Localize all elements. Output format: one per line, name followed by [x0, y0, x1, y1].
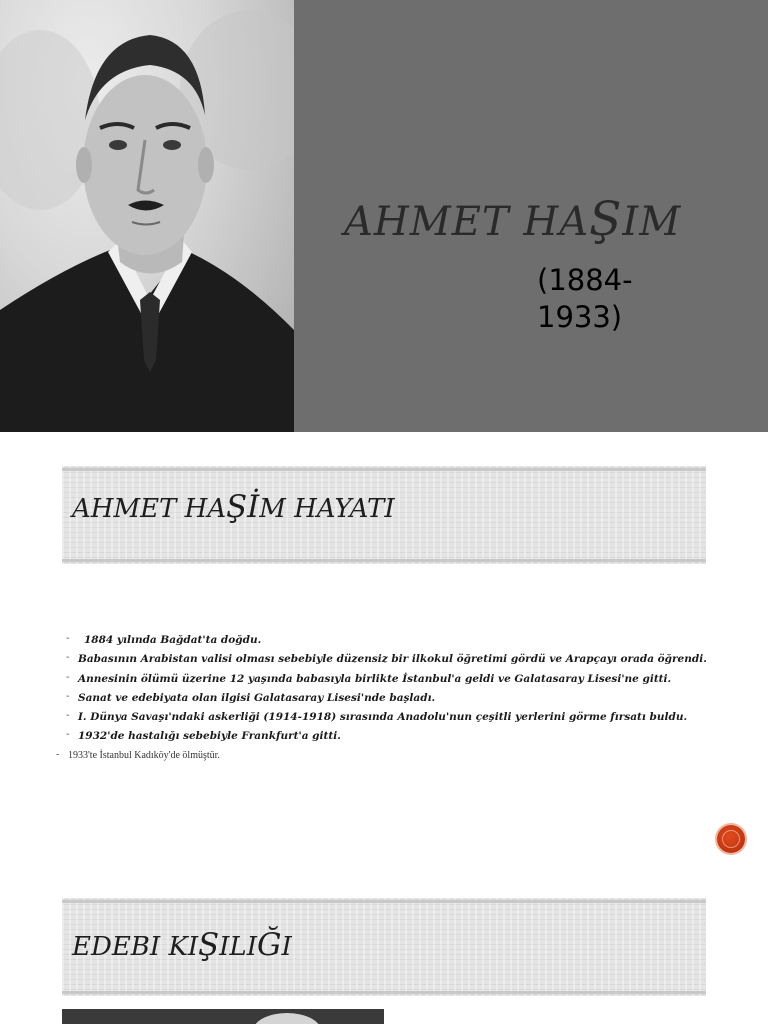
list-item: - Sanat ve edebiyata olan ilgisi Galatasaray Lisesi'nde başladı.: [66, 689, 436, 704]
life-years: (1884-1933): [537, 263, 633, 334]
title-slide: [0, 0, 768, 432]
list-item: - 1932'de hastalığı sebebiyle Frankfurt'a gitti.: [66, 728, 341, 743]
section-banner-literary-personality: [62, 894, 706, 1000]
section-title-literary-personality: EDEBI KIŞILIĞI: [72, 928, 292, 963]
list-item: - I. Dünya Savaşı'ndaki askerliği (1914-1918) sırasında Anadolu'nun çeşitli yerlerini görme fırsatı buldu.: [66, 709, 688, 724]
list-item: - Annesinin ölümü üzerine 12 yaşında babasıyla birlikte İstanbul'a geldi ve Galatasaray Lisesi'ne gitti.: [66, 670, 672, 685]
list-item: - Babasının Arabistan valisi olması sebebiyle düzensiz bir ilkokul öğretimi gördü ve Arapçayı orada öğrendi.: [66, 651, 707, 666]
slide-title: AHMET HAŞIM: [344, 192, 682, 247]
biography-list: [56, 632, 742, 769]
second-portrait-photo: [62, 1009, 384, 1024]
section-title-biography: AHMET HAŞİM HAYATI: [72, 490, 395, 525]
second-portrait-illustration: [62, 1009, 384, 1024]
portrait-photo: [0, 0, 294, 432]
section-banner-biography: [62, 462, 706, 568]
list-item: - 1933'te İstanbul Kadıköy'de ölmüştür.: [56, 748, 220, 761]
list-item: - 1884 yılında Bağdat'ta doğdu.: [66, 632, 262, 646]
portrait-illustration: [0, 0, 294, 432]
slide-nav-button[interactable]: [717, 825, 745, 853]
